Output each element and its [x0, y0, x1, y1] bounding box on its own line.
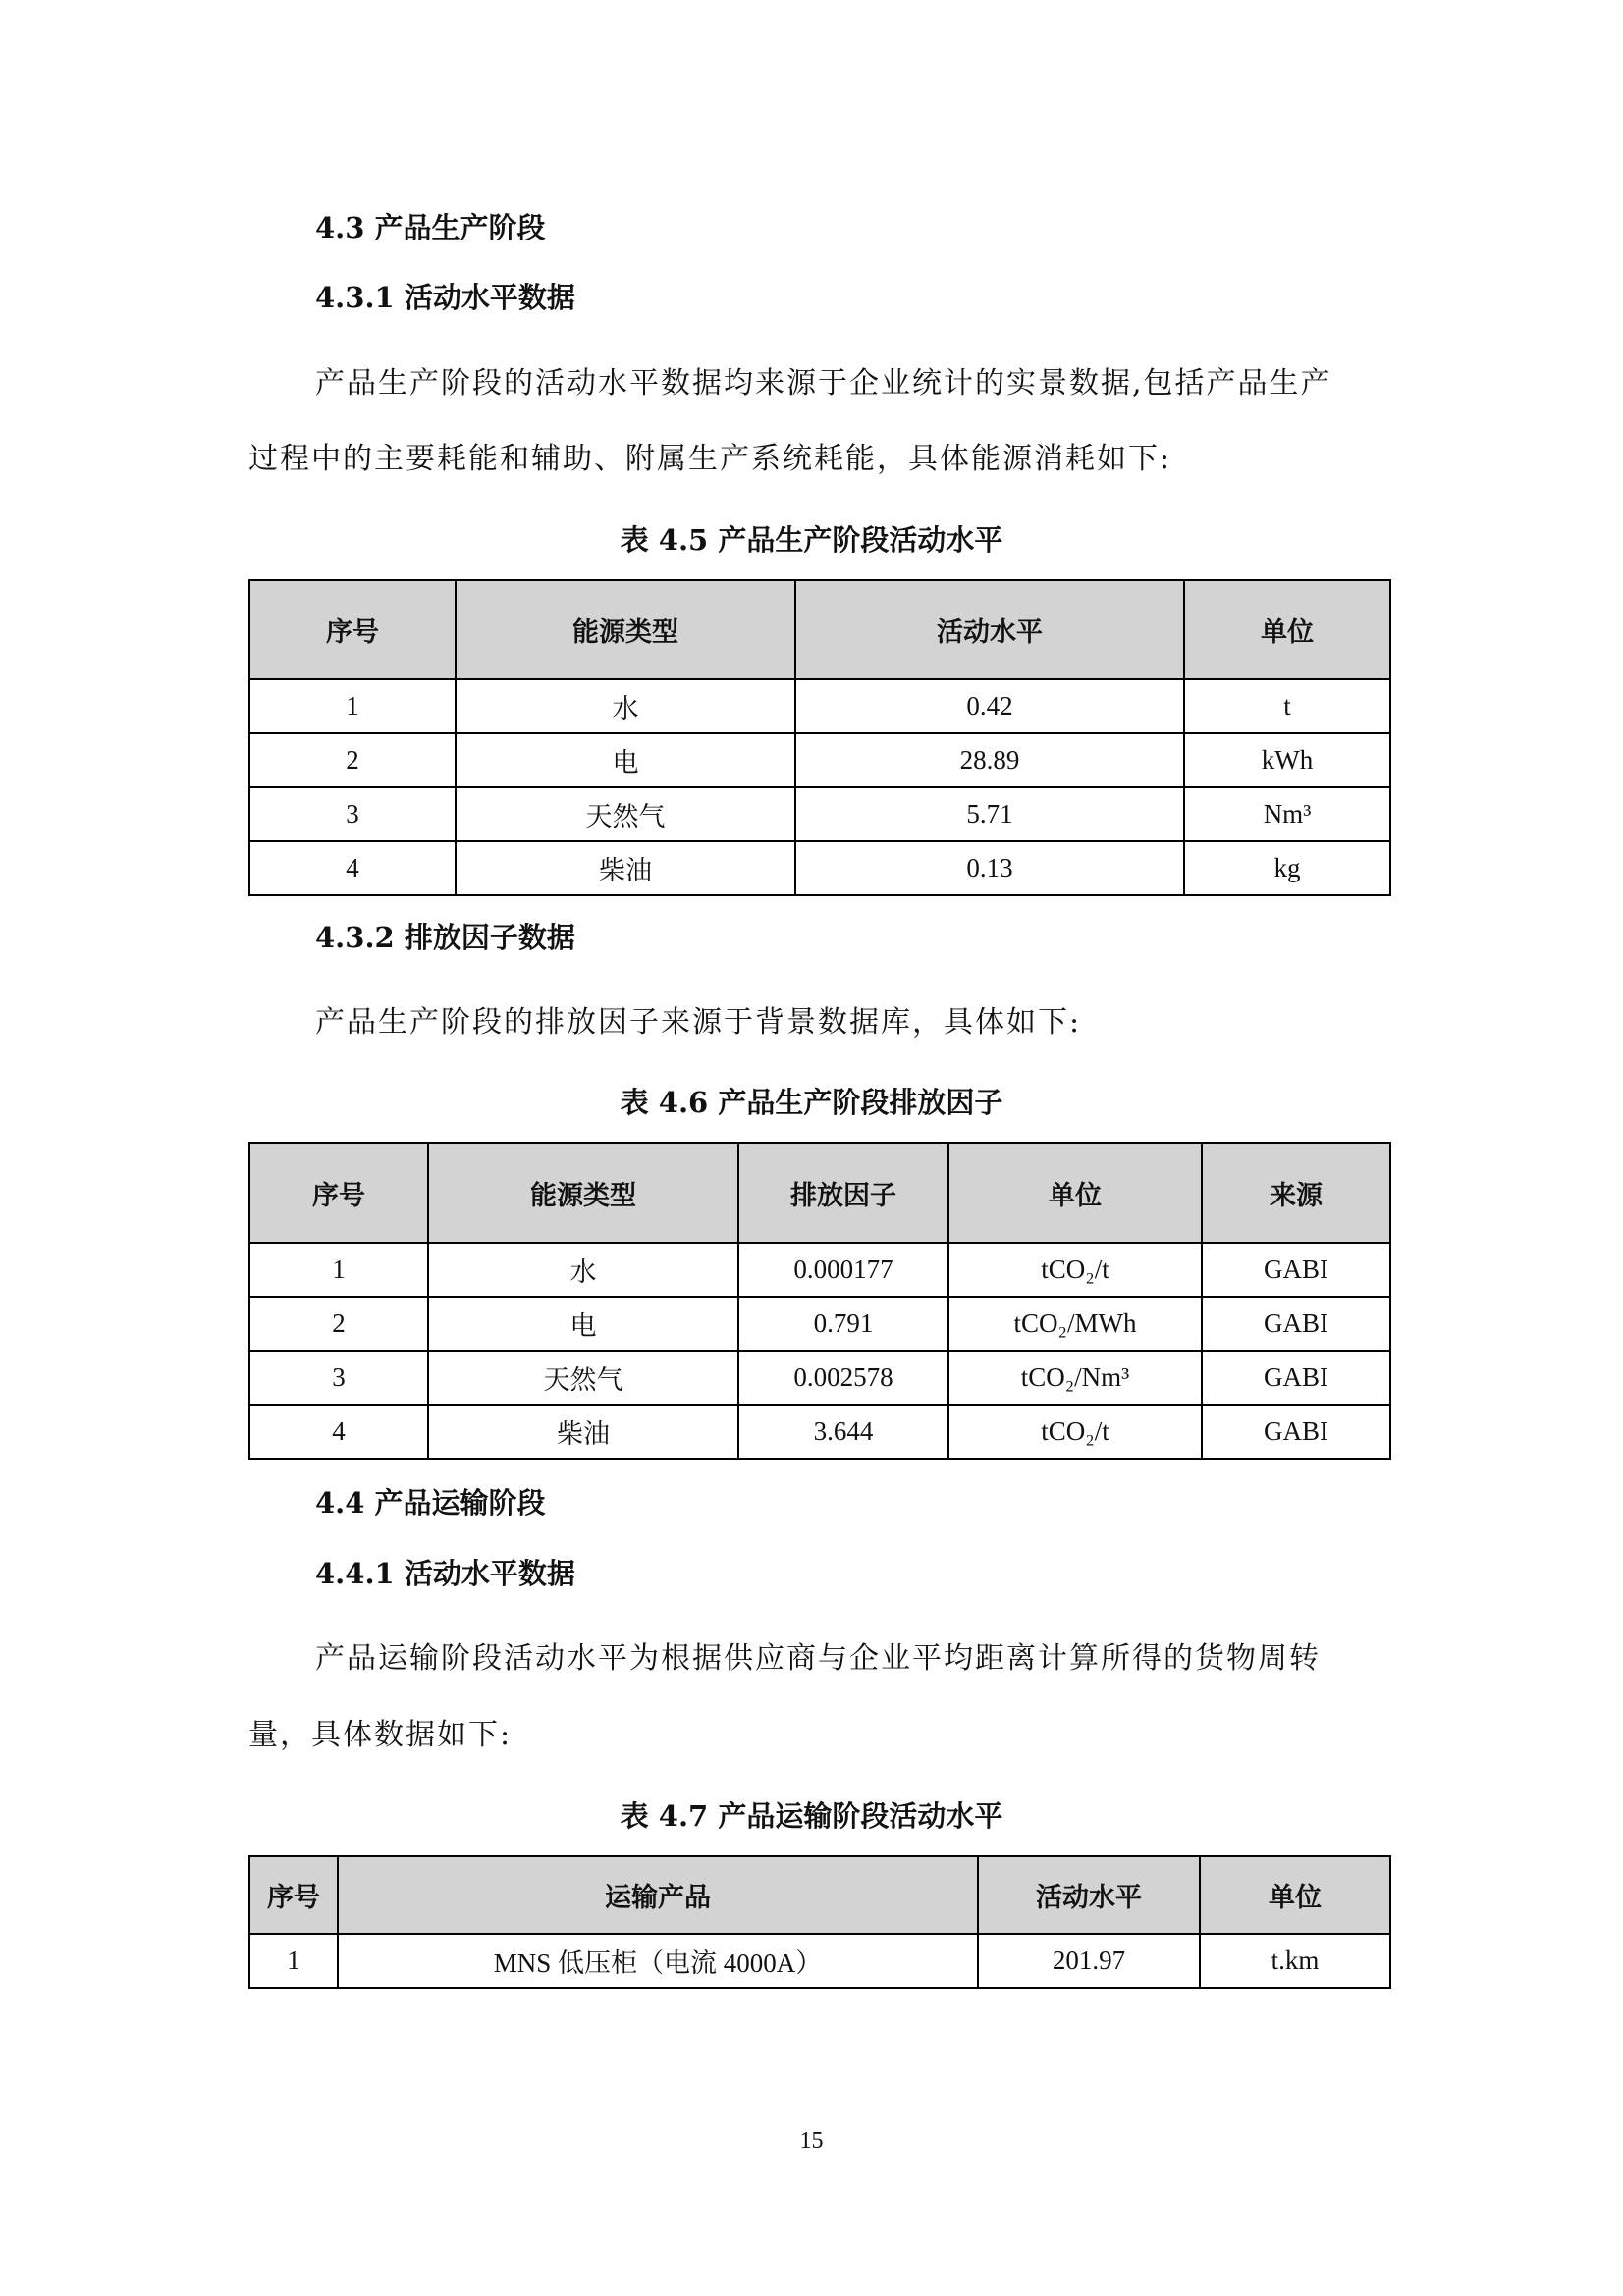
table-4-6-caption: 表 4.6 产品生产阶段排放因子: [620, 1086, 1003, 1119]
table-header-cell: 活动水平: [978, 1856, 1200, 1934]
section-heading-4-3-2: 4.3.2 排放因子数据: [315, 921, 575, 954]
table-cell: 28.89: [795, 733, 1184, 787]
table-cell: 柴油: [456, 841, 795, 895]
table-cell: 3: [249, 787, 456, 841]
paragraph-4-4-1-line1: 产品运输阶段活动水平为根据供应商与企业平均距离计算所得的货物周转: [315, 1641, 1321, 1676]
table-cell: 天然气: [456, 787, 795, 841]
table-row: [249, 841, 1390, 895]
table-header-cell: 运输产品: [338, 1856, 978, 1934]
table-cell: 0.13: [795, 841, 1184, 895]
table-cell: 1: [249, 1934, 338, 1988]
paragraph-4-3-2: 产品生产阶段的排放因子来源于背景数据库，具体如下:: [315, 1005, 1082, 1040]
table-row: [249, 1934, 1390, 1988]
table-cell: t: [1184, 679, 1390, 733]
table-cell: tCO₂/MWh: [948, 1297, 1202, 1351]
table-header-cell: 排放因子: [738, 1143, 948, 1243]
table-row: [249, 1405, 1390, 1459]
table-header-cell: 序号: [249, 580, 456, 679]
table-cell: tCO₂/Nm³: [948, 1351, 1202, 1405]
table-header-cell: 单位: [1184, 580, 1390, 679]
table-cell: 201.97: [978, 1934, 1200, 1988]
table-row: [249, 1297, 1390, 1351]
section-heading-4-4: 4.4 产品运输阶段: [315, 1486, 546, 1520]
table-cell: GABI: [1202, 1351, 1390, 1405]
table-4-7-caption: 表 4.7 产品运输阶段活动水平: [620, 1799, 1003, 1833]
section-heading-4-3: 4.3 产品生产阶段: [315, 211, 546, 244]
table-cell: GABI: [1202, 1405, 1390, 1459]
table-cell: 4: [249, 1405, 428, 1459]
table-cell: 3: [249, 1351, 428, 1405]
table-4-7: [248, 1855, 1391, 1989]
table-cell: 0.002578: [738, 1351, 948, 1405]
table-header-cell: 来源: [1202, 1143, 1390, 1243]
table-cell: tCO₂/t: [948, 1405, 1202, 1459]
table-row: [249, 1351, 1390, 1405]
table-header-cell: 单位: [1200, 1856, 1390, 1934]
page-number: 15: [799, 2128, 824, 2154]
table-cell: 4: [249, 841, 456, 895]
table-cell: 3.644: [738, 1405, 948, 1459]
table-cell: 0.791: [738, 1297, 948, 1351]
table-row: [249, 733, 1390, 787]
table-cell: GABI: [1202, 1297, 1390, 1351]
table-row: [249, 679, 1390, 733]
table-row: [249, 787, 1390, 841]
table-cell: 1: [249, 679, 456, 733]
table-header-cell: 序号: [249, 1856, 338, 1934]
table-cell: kg: [1184, 841, 1390, 895]
table-4-5: [248, 579, 1391, 896]
table-header-cell: 单位: [948, 1143, 1202, 1243]
table-header-cell: 能源类型: [456, 580, 795, 679]
table-4-5-caption: 表 4.5 产品生产阶段活动水平: [620, 523, 1003, 557]
table-header-cell: 活动水平: [795, 580, 1184, 679]
table-cell: 天然气: [428, 1351, 738, 1405]
table-cell: 2: [249, 733, 456, 787]
section-heading-4-3-1: 4.3.1 活动水平数据: [315, 281, 575, 314]
table-4-6: [248, 1142, 1391, 1460]
table-cell: 2: [249, 1297, 428, 1351]
table-cell: 0.000177: [738, 1243, 948, 1297]
table-cell: kWh: [1184, 733, 1390, 787]
table-cell: 1: [249, 1243, 428, 1297]
table-header-cell: 序号: [249, 1143, 428, 1243]
table-header-cell: 能源类型: [428, 1143, 738, 1243]
table-cell: t.km: [1200, 1934, 1390, 1988]
table-cell: MNS 低压柜（电流 4000A）: [338, 1934, 978, 1988]
table-cell: Nm³: [1184, 787, 1390, 841]
table-cell: 电: [456, 733, 795, 787]
table-cell: 0.42: [795, 679, 1184, 733]
section-heading-4-4-1: 4.4.1 活动水平数据: [315, 1557, 575, 1590]
table-cell: 电: [428, 1297, 738, 1351]
table-cell: 柴油: [428, 1405, 738, 1459]
table-cell: 水: [428, 1243, 738, 1297]
paragraph-4-4-1-line2: 量，具体数据如下:: [248, 1718, 513, 1752]
table-row: [249, 1243, 1390, 1297]
table-cell: 水: [456, 679, 795, 733]
paragraph-4-3-1-line1: 产品生产阶段的活动水平数据均来源于企业统计的实景数据,包括产品生产: [315, 366, 1332, 400]
table-cell: 5.71: [795, 787, 1184, 841]
table-cell: GABI: [1202, 1243, 1390, 1297]
paragraph-4-3-1-line2: 过程中的主要耗能和辅助、附属生产系统耗能，具体能源消耗如下:: [248, 442, 1172, 476]
table-cell: tCO₂/t: [948, 1243, 1202, 1297]
